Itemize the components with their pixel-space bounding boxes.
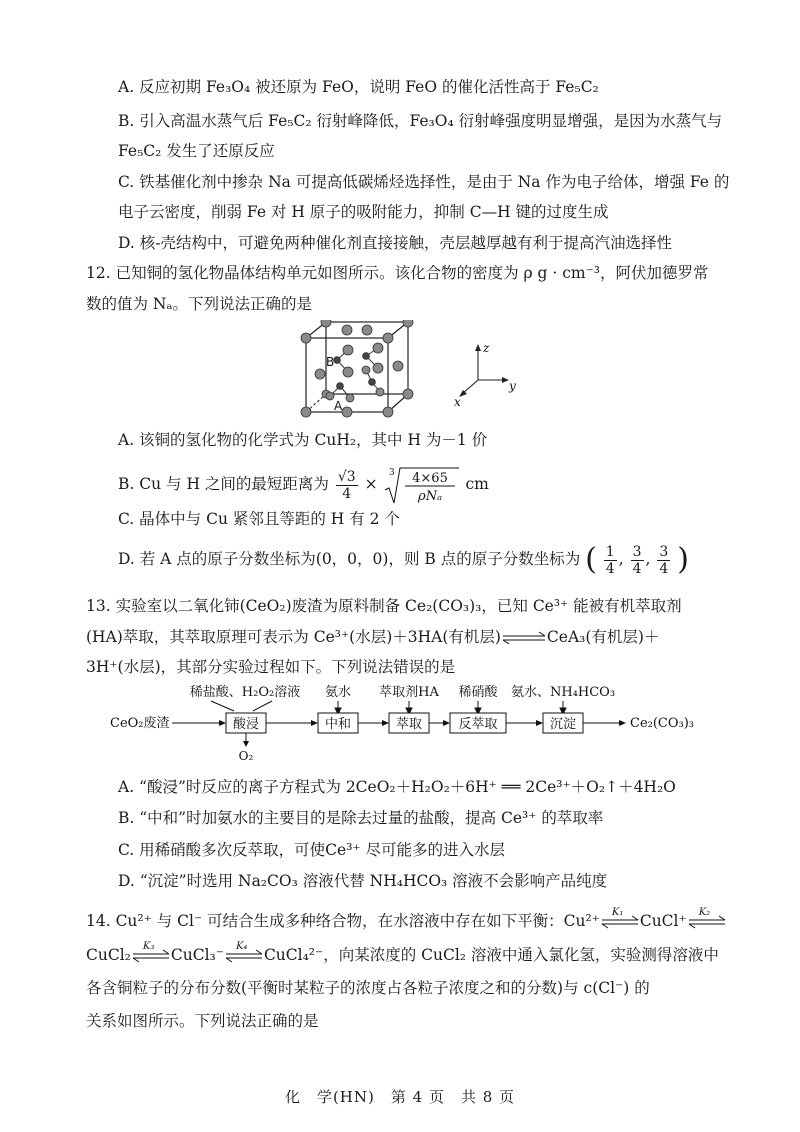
q13-stem-line1: 13. 实验室以二氧化铈(CeO₂)废渣为原料制备 Ce₂(CO₃)₃，已知 Ce³⁺ 能被有机萃取剂 (86, 597, 682, 615)
times-sign: × (364, 475, 378, 493)
q14-stem-line3: 各含铜粒子的分布分数(平衡时某粒子的浓度占各粒子浓度之和的分数)与 c(Cl⁻) 的 (86, 979, 650, 997)
q13-option-d: D. “沉淀”时选用 Na₂CO₃ 溶液代替 NH₄HCO₃ 溶液不会影响产品纯度 (118, 872, 608, 890)
box-extract: 萃取 (395, 717, 423, 732)
q12-option-b (118, 464, 489, 506)
fraction-denominator: 4 (342, 485, 352, 502)
root-fraction-numerator: 4×65 (411, 470, 448, 486)
equilibrium-k2 (687, 907, 727, 933)
q13-stem-line3: 3H⁺(水层)，其部分实验过程如下。下列说法错误的是 (86, 658, 456, 676)
reagent-2-label: 氨水 (324, 685, 352, 700)
box-neutralize: 中和 (324, 717, 352, 732)
q13-option-b: B. “中和”时加氨水的主要目的是除去过量的盐酸，提高 Ce³⁺ 的萃取率 (118, 809, 604, 827)
equilibrium-k1 (600, 907, 640, 933)
page-footer: 化 学(HN) 第 4 页 共 8 页 (284, 1088, 516, 1106)
coord3-den: 4 (659, 560, 669, 577)
q12-option-a: A. 该铜的氢化物的化学式为 CuH₂，其中 H 为－1 价 (118, 431, 488, 449)
reagent-1-label: 稀盐酸、H₂O₂溶液 (189, 685, 301, 700)
q14-stem-line1-part2: CuCl⁺ (639, 912, 687, 930)
q11-option-c-line2: 电子云密度，削弱 Fe 对 H 原子的吸附能力，抑制 C—H 键的过度生成 (118, 203, 609, 221)
k1-label: K₁ (611, 907, 624, 918)
coord1-den: 4 (605, 560, 615, 577)
q12-option-b-prefix: B. Cu 与 H 之间的最短距离为 (118, 475, 329, 493)
sqrt3-over-4-fraction (336, 469, 358, 502)
q13-stem-line2 (86, 626, 659, 648)
q12-option-c: C. 晶体中与 Cu 紧邻且等距的 H 有 2 个 (118, 510, 400, 528)
axis-z-label: z (483, 341, 490, 355)
q12-stem-line2: 数的值为 Nₐ。下列说法正确的是 (86, 295, 312, 313)
equilibrium-k4 (224, 941, 264, 967)
q14-stem-line2 (86, 941, 719, 967)
k4-label: K₄ (235, 941, 248, 952)
k3-label: K₃ (142, 941, 155, 952)
crystal-structure-diagram (300, 320, 420, 420)
fraction-numerator: √3 (337, 468, 356, 485)
coord1-num: 1 (605, 543, 615, 560)
process-flow-diagram (110, 684, 710, 764)
q14-stem-line1 (86, 907, 727, 933)
cube-root-sign (383, 466, 461, 506)
coord-fraction-3 (657, 544, 670, 577)
axis-x-label: x (454, 395, 461, 408)
q13-stem-line2-part1: (HA)萃取，其萃取原理可表示为 Ce³⁺(水层)＋3HA(有机层) (86, 628, 501, 646)
equilibrium-arrow-icon (501, 630, 547, 646)
reagent-5-label: 氨水、NH₄HCO₃ (510, 685, 616, 700)
q13-option-c: C. 用稀硝酸多次反萃取，可使Ce³⁺ 尽可能多的进入水层 (118, 841, 506, 859)
q14-stem-line2-part2: CuCl₃⁻ (170, 946, 224, 964)
coord2-den: 4 (632, 560, 642, 577)
point-a-label: A (334, 399, 343, 413)
q11-option-c-line1: C. 铁基催化剂中掺杂 Na 可提高低碳烯烃选择性，是由于 Na 作为电子给体，增强 Fe 的 (118, 173, 730, 191)
end-product-label: Ce₂(CO₃)₃ (630, 716, 695, 731)
gas-out-label: O₂ (238, 749, 254, 763)
box-precipitate: 沉淀 (549, 717, 577, 732)
q12-option-d: D. 若 A 点的原子分数坐标为(0，0，0)，则 B 点的原子分数坐标为 ( $\frac{1}{4}$ , $\frac{3}{4}$ , $\frac{3}{4}$ ) (118, 542, 689, 577)
q11-option-d: D. 核-壳结构中，可避免两种催化剂直接接触，壳层越厚越有利于提高汽油选择性 (118, 234, 672, 252)
q14-stem-line2-part1: CuCl₂ (86, 946, 131, 964)
axis-y-label: y (509, 379, 516, 393)
unit-cm: cm (465, 475, 489, 493)
point-b-label: B (326, 355, 335, 369)
root-index: 3 (388, 467, 395, 478)
coordinate-axes-diagram (450, 338, 530, 408)
q14-stem-line2-part3: CuCl₄²⁻，向某浓度的 CuCl₂ 溶液中通入氯化氢，实验测得溶液中 (263, 946, 719, 964)
q12-stem-line1: 12. 已知铜的氢化物晶体结构单元如图所示。该化合物的密度为 ρ g · cm⁻³，阿伏加德罗常 (86, 264, 709, 282)
coord-fraction-1 (604, 544, 617, 577)
q13-stem-line2-part2: CeA₃(有机层)＋ (546, 628, 660, 646)
coord-fraction-2 (631, 544, 644, 577)
k2-label: K₂ (698, 907, 711, 918)
start-material-label: CeO₂废渣 (110, 716, 170, 731)
cube-root-expression (383, 465, 461, 506)
reagent-3-label: 萃取剂HA (379, 685, 439, 700)
q13-option-a: A. “酸浸”时反应的离子方程式为 2CeO₂＋H₂O₂＋6H⁺ ══ 2Ce³⁺＋O₂↑＋4H₂O (118, 778, 676, 796)
q11-option-b-line2: Fe₅C₂ 发生了还原反应 (118, 142, 275, 160)
q11-option-b-line1: B. 引入高温水蒸气后 Fe₅C₂ 衍射峰降低，Fe₃O₄ 衍射峰强度明显增强，是因为水蒸气与 (118, 112, 723, 130)
coord3-num: 3 (659, 543, 669, 560)
q14-stem-line1-part1: 14. Cu²⁺ 与 Cl⁻ 可结合生成多种络合物，在水溶液中存在如下平衡：Cu²⁺ (86, 912, 600, 930)
box-acid-leach: 酸浸 (232, 717, 260, 732)
reagent-4-label: 稀硝酸 (458, 685, 498, 700)
coord2-num: 3 (632, 543, 642, 560)
equilibrium-k3 (131, 941, 171, 967)
box-back-extract: 反萃取 (458, 717, 498, 732)
root-fraction-denominator: ρNₐ (417, 488, 442, 504)
q11-option-a: A. 反应初期 Fe₃O₄ 被还原为 FeO，说明 FeO 的催化活性高于 Fe₅C₂ (118, 78, 599, 96)
q12-option-d-prefix: D. 若 A 点的原子分数坐标为(0，0，0)，则 B 点的原子分数坐标为 (118, 550, 581, 568)
q14-stem-line4: 关系如图所示。下列说法正确的是 (86, 1012, 319, 1030)
